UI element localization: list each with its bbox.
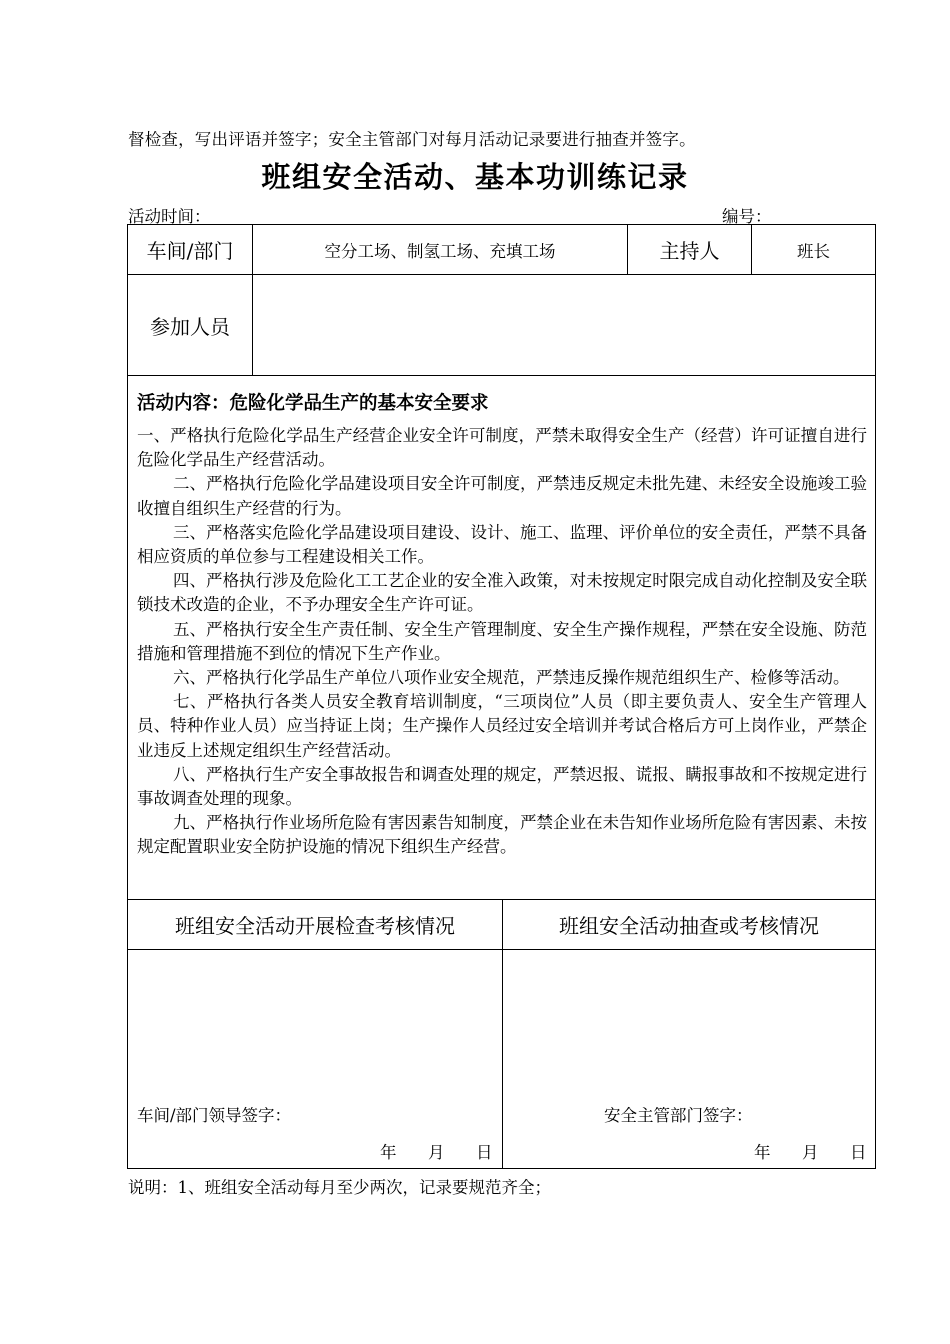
content-paragraph: 四、严格执行涉及危险化工工艺企业的安全准入政策，对未按规定时限完成自动化控制及安全联锁技术改造的企业，不予办理安全生产许可证。 — [137, 571, 867, 615]
left-date-month: 月 — [428, 1143, 445, 1162]
left-date-year: 年 — [380, 1143, 397, 1162]
activity-time-label: 活动时间： — [128, 207, 211, 226]
content-paragraph: 二、严格执行危险化学品建设项目安全许可制度，严禁违反规定未批先建、未经安全设施竣工验收擅自组织生产经营的行为。 — [137, 474, 867, 518]
right-date-month: 月 — [802, 1143, 819, 1162]
participants-label: 参加人员 — [150, 314, 230, 339]
record-number-label: 编号： — [722, 207, 772, 226]
right-date-year: 年 — [754, 1143, 771, 1162]
content-paragraph: 五、严格执行安全生产责任制、安全生产管理制度、安全生产操作规程，严禁在安全设施、防范措施和管理措施不到位的情况下生产作业。 — [137, 619, 867, 663]
content-paragraph: 八、严格执行生产安全事故报告和调查处理的规定，严禁迟报、谎报、瞒报事故和不按规定进行事故调查处理的现象。 — [137, 764, 867, 809]
row-divider — [127, 375, 876, 376]
content-paragraph: 六、严格执行化学品生产单位八项作业安全规范，严禁违反操作规范组织生产、检修等活动。 — [173, 668, 850, 688]
content-paragraph: 七、严格执行各类人员安全教育培训制度，“三项岗位”人员（即主要负责人、安全生产管理人员、特种作业人员）应当持证上岗；生产操作人员经过安全培训并考试合格后方可上岗作业，严禁企业违反上述规定组织生产经营活动。 — [137, 692, 867, 760]
content-paragraph: 一、严格执行危险化学品生产经营企业安全许可制度，严禁未取得安全生产（经营）许可证擅自进行危险化学品生产经营活动。 — [137, 426, 867, 470]
participants-value — [253, 275, 875, 375]
host-label: 主持人 — [659, 239, 720, 263]
check-right-header: 班组安全活动抽查或考核情况 — [559, 914, 819, 938]
left-date-day: 日 — [476, 1143, 493, 1162]
top-continuation-text: 督检查，写出评语并签字；安全主管部门对每月活动记录要进行抽查并签字。 — [128, 130, 696, 149]
right-signature-label: 安全主管部门签字： — [604, 1106, 753, 1125]
content-title: 活动内容：危险化学品生产的基本安全要求 — [137, 393, 489, 414]
right-date-day: 日 — [850, 1143, 867, 1162]
page-title: 班组安全活动、基本功训练记录 — [261, 160, 689, 194]
left-signature-label: 车间/部门领导签字： — [137, 1106, 292, 1125]
content-paragraph: 三、严格落实危险化学品建设项目建设、设计、施工、监理、评价单位的安全责任，严禁不具备相应资质的单位参与工程建设相关工作。 — [137, 522, 867, 567]
dept-label: 车间/部门 — [146, 239, 234, 263]
host-value: 班长 — [797, 241, 830, 261]
check-left-header: 班组安全活动开展检查考核情况 — [175, 914, 455, 938]
dept-value: 空分工场、制氢工场、充填工场 — [324, 241, 556, 261]
footnote: 说明：1、班组安全活动每月至少两次，记录要规范齐全； — [128, 1178, 551, 1197]
content-paragraph: 九、严格执行作业场所危险有害因素告知制度，严禁企业在未告知作业场所危险有害因素、未按规定配置职业安全防护设施的情况下组织生产经营。 — [137, 813, 867, 857]
activity-content — [137, 388, 867, 860]
